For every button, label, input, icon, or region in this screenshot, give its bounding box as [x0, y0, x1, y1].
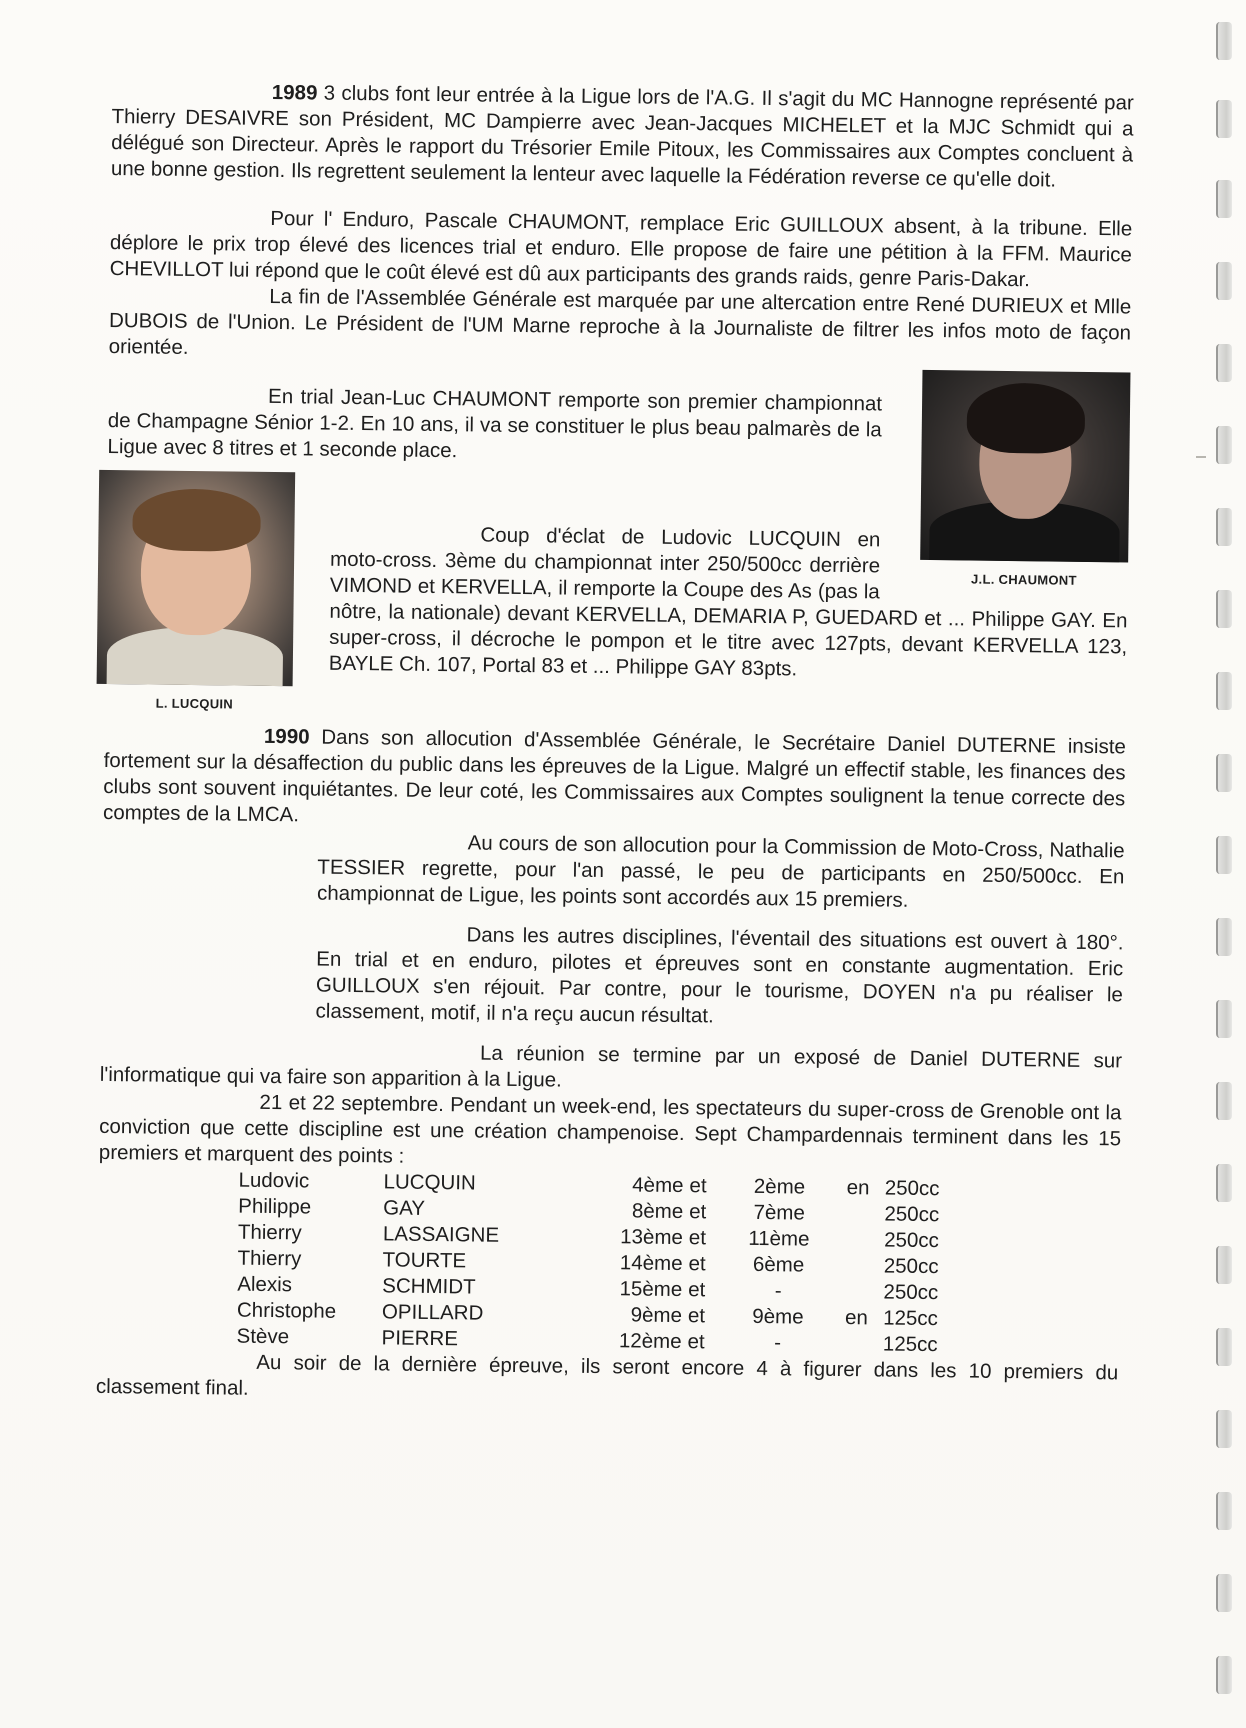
rank-first: 15ème	[619, 1277, 683, 1302]
connector: et	[688, 1226, 707, 1250]
rider-first-name: Thierry	[237, 1246, 302, 1271]
category: 250cc	[883, 1280, 939, 1305]
photo-caption: L. LUCQUIN	[155, 695, 234, 712]
rider-last-name: SCHMIDT	[382, 1274, 476, 1299]
paragraph-autres-disciplines: Dans les autres disciplines, l'éventail des situations est ouvert à 180°. En trial et en enduro, pilotes et épreuves sont en constante augmentation. Eric GUILLOUX s'en réjouit. Par contre, pour le tourisme, DOYEN n'a pu réaliser le classement, motif, il n'a reçu aucun résultat.	[315, 923, 1124, 1028]
results-table	[236, 1168, 939, 1359]
binding-hole	[1216, 1246, 1232, 1284]
connector	[827, 1331, 867, 1357]
binding-hole	[1216, 1000, 1232, 1038]
binding-hole	[1216, 180, 1232, 218]
paragraph-enduro: Pour l' Enduro, Pascale CHAUMONT, remplace Eric GUILLOUX absent, à la tribune. Elle déplore le prix trop élevé des licences trial et enduro. Elle propose de faire une pétition à la FFM. Maurice CHEVILLOT lui répond que le coût élevé est dû aux participants des grands raids, genre Paris-Dakar.	[109, 206, 1133, 292]
rank-first: 13ème	[620, 1225, 684, 1250]
rank-second: 7ème	[753, 1200, 805, 1225]
category: 250cc	[884, 1202, 940, 1227]
binding-hole	[1216, 918, 1232, 956]
rider-last-name: LUCQUIN	[383, 1170, 476, 1195]
photo-lucquin	[96, 470, 295, 718]
paragraph-fin-assemblee: La fin de l'Assemblée Générale est marquée par une altercation entre René DURIEUX et Mlle DUBOIS de l'Union. Le Président de l'UM Marne reproche à la Journaliste de filtrer les infos moto de façon orientée.	[108, 284, 1132, 359]
binding-hole	[1216, 836, 1232, 874]
binding-hole	[1216, 1328, 1232, 1366]
year-heading-1990: 1990	[263, 724, 310, 749]
category: 250cc	[884, 1228, 939, 1253]
paragraph-soir: Au soir de la dernière épreuve, ils seront encore 4 à figurer dans les 10 premiers du classement final.	[95, 1350, 1119, 1400]
paragraph-lucquin: Coup d'éclat de Ludovic LUCQUIN en moto-cross. 3ème du championnat inter 250/500cc derrière VIMOND et KERVELLA, il remporte la Coupe des As (pas la nôtre, la nationale) devant KERVELLA, DEMARIA P, GUEDARD et ... Philippe GAY. En super-cross, il décroche le pompon et le titre avec 127pts, devant KERVELLA 123, BAYLE Ch. 107, Portal 83 et ... Philippe GAY 83pts.	[328, 523, 1128, 681]
category: 250cc	[884, 1176, 940, 1201]
binding-hole	[1216, 1656, 1232, 1694]
rider-last-name: OPILLARD	[381, 1300, 484, 1325]
rider-first-name: Stève	[236, 1324, 290, 1349]
rank-second: 2ème	[753, 1174, 806, 1199]
portrait-image	[920, 370, 1130, 563]
portrait-image	[97, 470, 296, 686]
paragraph-1990	[103, 722, 1126, 838]
connector	[829, 1201, 869, 1227]
paragraph-text: 3 clubs font leur entrée à la Ligue lors de l'A.G. Il s'agit du MC Hannogne représenté par Thierry DESAIVRE son Président, MC Dampierre avec Jean-Jacques MICHELET et la MJC Schmidt qui a délégué son Directeur. Après le rapport du Trésorier Emile Pitoux, les Commissaires aux Comptes concluent à une bonne gestion. Ils regrettent seulement la lenteur avec laquelle la Fédération reverse ce qu'elle doit.	[110, 81, 1134, 192]
rider-first-name: Philippe	[238, 1194, 312, 1219]
connector: et	[688, 1252, 706, 1276]
rank-second: 9ème	[752, 1304, 804, 1329]
margin-mark	[1196, 456, 1206, 458]
rider-last-name: GAY	[383, 1196, 426, 1220]
connector: et	[688, 1278, 706, 1302]
connector: et	[689, 1200, 707, 1224]
connector	[829, 1227, 869, 1253]
paragraph-motocross: Au cours de son allocution pour la Commission de Moto-Cross, Nathalie TESSIER regrette, pour l'an passé, le peu de participants en 250/500cc. En championnat de Ligue, les points sont accordés aux 15 premiers.	[316, 831, 1125, 912]
binding-hole	[1216, 590, 1232, 628]
rank-first: 12ème	[618, 1329, 682, 1354]
binding-hole	[1216, 262, 1232, 300]
category: 250cc	[883, 1254, 939, 1279]
rank-first: 9ème	[630, 1303, 683, 1328]
paragraph-1989	[111, 78, 1134, 194]
rider-first-name: Christophe	[236, 1298, 337, 1323]
connector: et	[687, 1304, 706, 1328]
binding-hole	[1216, 754, 1232, 792]
rider-last-name: LASSAIGNE	[382, 1222, 500, 1247]
paragraph-reunion: La réunion se termine par un exposé de Daniel DUTERNE sur l'informatique qui va faire son apparition à la Ligue.	[99, 1041, 1123, 1092]
binding-hole	[1216, 508, 1232, 546]
rider-last-name: PIERRE	[381, 1326, 459, 1351]
connector	[828, 1279, 868, 1305]
connector	[828, 1253, 868, 1279]
rank-second: 6ème	[752, 1252, 805, 1277]
paragraph-septembre: 21 et 22 septembre. Pendant un week-end, les spectateurs du super-cross de Grenoble ont la conviction que cette discipline est une création champenoise. Sept Champardennais terminent dans les 15 premiers et marquent des points :	[98, 1090, 1122, 1168]
rank-second: 11ème	[748, 1226, 810, 1251]
connector: et	[689, 1174, 707, 1198]
binding-hole	[1216, 344, 1232, 382]
rank-first: 4ème	[632, 1173, 684, 1198]
rank-second: -	[774, 1279, 782, 1303]
binding-hole	[1216, 1082, 1232, 1120]
binding-hole	[1216, 1492, 1232, 1530]
paragraph-trial: En trial Jean-Luc CHAUMONT remporte son premier championnat de Champagne Sénior 1-2. En 10 ans, il va se constituer le plus beau palmarès de la Ligue avec 8 titres et 1 seconde place.	[107, 384, 883, 463]
photo-caption: J.L. CHAUMONT	[970, 571, 1077, 588]
rank-first: 8ème	[631, 1199, 684, 1224]
category: 125cc	[883, 1306, 939, 1331]
article-body	[96, 78, 1134, 1412]
paragraph-text: Dans son allocution d'Assemblée Générale, le Secrétaire Daniel DUTERNE insiste fortement sur la désaffection du public dans les épreuves de la Ligue. Malgré un effectif stable, les finances des clubs sont souvent inquiétantes. De leur coté, les Commissaires aux Comptes soulignent la tenue correcte des comptes de la LMCA.	[102, 725, 1127, 827]
binding-hole	[1216, 1164, 1232, 1202]
binding-holes	[1208, 0, 1240, 1728]
rider-last-name: TOURTE	[382, 1248, 467, 1273]
rank-first: 14ème	[619, 1251, 683, 1276]
indented-block	[315, 829, 1124, 1035]
binding-hole	[1216, 426, 1232, 464]
rider-first-name: Thierry	[237, 1220, 302, 1245]
binding-hole	[1216, 22, 1232, 60]
binding-hole	[1216, 100, 1232, 138]
year-heading-1989: 1989	[271, 80, 318, 105]
connector: en	[844, 1306, 869, 1330]
binding-hole	[1216, 1410, 1232, 1448]
connector: et	[687, 1330, 705, 1354]
photo-chaumont	[920, 370, 1131, 595]
binding-hole	[1216, 672, 1232, 710]
category: 125cc	[882, 1332, 938, 1357]
rank-second: -	[774, 1331, 782, 1355]
connector: en	[846, 1176, 870, 1200]
binding-hole	[1216, 1574, 1232, 1612]
rider-first-name: Ludovic	[238, 1168, 310, 1193]
rider-first-name: Alexis	[237, 1272, 293, 1297]
